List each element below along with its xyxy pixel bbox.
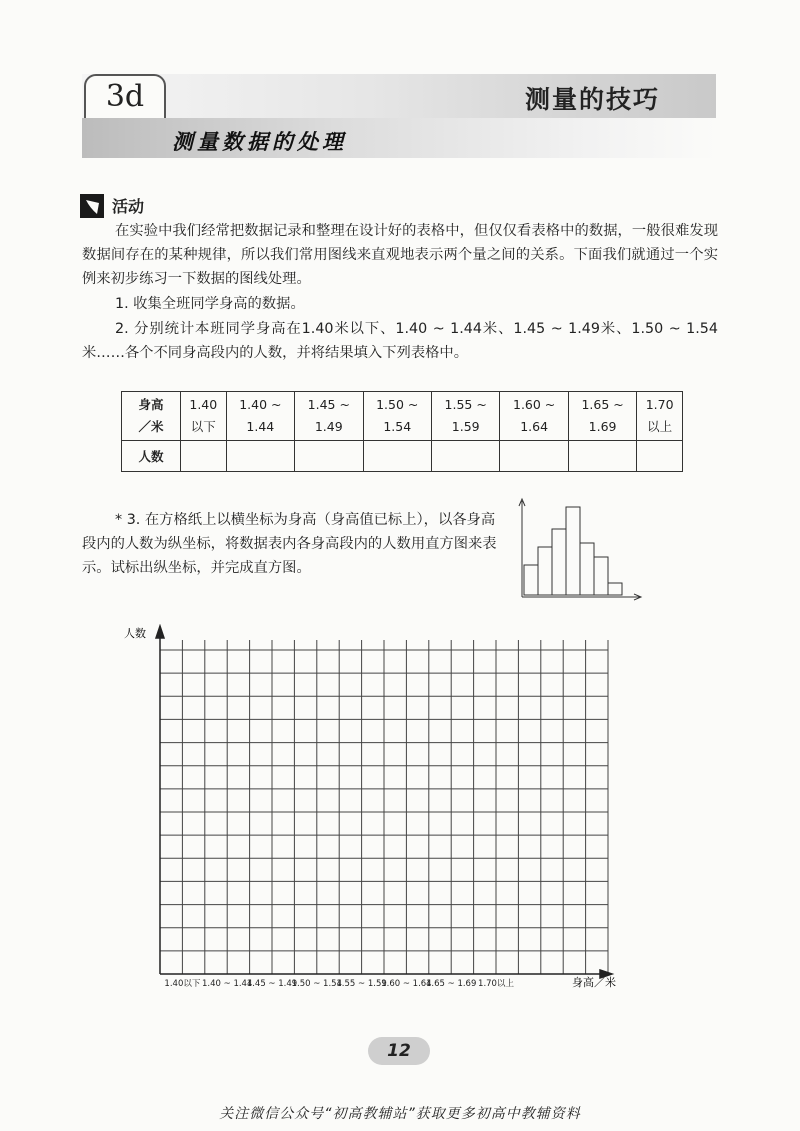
height-count-table bbox=[121, 391, 683, 472]
x-tick-label: 1.55 ~ 1.59 bbox=[336, 979, 387, 989]
x-tick-label: 1.45 ~ 1.49 bbox=[246, 979, 298, 989]
table-header-count: 人数 bbox=[122, 441, 181, 472]
intro-paragraph: 在实验中我们经常把数据记录和整理在设计好的表格中，但仅仅看表格中的数据，一般很难发现数据间存在的某种规律，所以我们常用图线来直观地表示两个量之间的关系。下面我们就通过一个实例来初步练习一下数据的图线处理。 bbox=[82, 223, 718, 287]
table-cell-range: 1.50 ~ 1.54 bbox=[363, 392, 431, 441]
step-2-text: 2. 分别统计本班同学身高在1.40米以下、1.40 ~ 1.44米、1.45 ~ 1.49米、1.50 ~ 1.54米……各个不同身高段内的人数，并将结果填入下列表格中。 bbox=[82, 321, 718, 361]
table-cell-range: 1.65 ~ 1.69 bbox=[568, 392, 636, 441]
chapter-number: 3d bbox=[84, 74, 166, 120]
histogram-grid[interactable] bbox=[120, 624, 620, 994]
table-cell-range: 1.40 ~ 1.44 bbox=[226, 392, 294, 441]
x-tick-label: 1.70以上 bbox=[478, 979, 514, 989]
table-cell-empty[interactable] bbox=[431, 441, 499, 472]
page-number: 12 bbox=[368, 1037, 430, 1065]
section-title: 测量数据的处理 bbox=[172, 130, 347, 154]
step-1-text: 1. 收集全班同学身高的数据。 bbox=[115, 296, 305, 312]
table-cell-range: 1.55 ~ 1.59 bbox=[431, 392, 499, 441]
footer-note: 关注微信公众号“初高教辅站”获取更多初高中教辅资料 bbox=[219, 1106, 581, 1122]
x-tick-label: 1.65 ~ 1.69 bbox=[426, 979, 477, 989]
activity-label: 活动 bbox=[112, 197, 145, 216]
x-tick-label: 1.40 ~ 1.44 bbox=[202, 979, 253, 989]
chapter-title: 测量的技巧 bbox=[524, 85, 660, 114]
table-cell-empty[interactable] bbox=[637, 441, 683, 472]
table-cell-empty[interactable] bbox=[226, 441, 294, 472]
table-cell-range: 1.40 以下 bbox=[181, 392, 227, 441]
table-cell-empty[interactable] bbox=[295, 441, 363, 472]
table-row bbox=[122, 392, 683, 441]
x-tick-label: 1.60 ~ 1.64 bbox=[381, 979, 432, 989]
x-tick-label: 1.50 ~ 1.54 bbox=[291, 979, 342, 989]
table-cell-range: 1.60 ~ 1.64 bbox=[500, 392, 568, 441]
activity-icon bbox=[80, 194, 104, 218]
step-3-text: * 3. 在方格纸上以横坐标为身高（身高值已标上），以各身高段内的人数为纵坐标，将数据表内各身高段内的人数用直方图来表示。试标出纵坐标，并完成直方图。 bbox=[82, 512, 497, 576]
table-header-height: 身高 ／米 bbox=[122, 392, 181, 441]
y-axis-label: 人数 bbox=[124, 627, 146, 640]
x-axis-label: 身高／米 bbox=[572, 976, 616, 989]
table-cell-empty[interactable] bbox=[500, 441, 568, 472]
example-histogram bbox=[518, 497, 644, 601]
table-cell-empty[interactable] bbox=[568, 441, 636, 472]
table-row bbox=[122, 441, 683, 472]
x-tick-label: 1.40以下 bbox=[164, 979, 201, 989]
table-cell-range: 1.70 以上 bbox=[637, 392, 683, 441]
table-cell-empty[interactable] bbox=[181, 441, 227, 472]
table-cell-empty[interactable] bbox=[363, 441, 431, 472]
table-cell-range: 1.45 ~ 1.49 bbox=[295, 392, 363, 441]
